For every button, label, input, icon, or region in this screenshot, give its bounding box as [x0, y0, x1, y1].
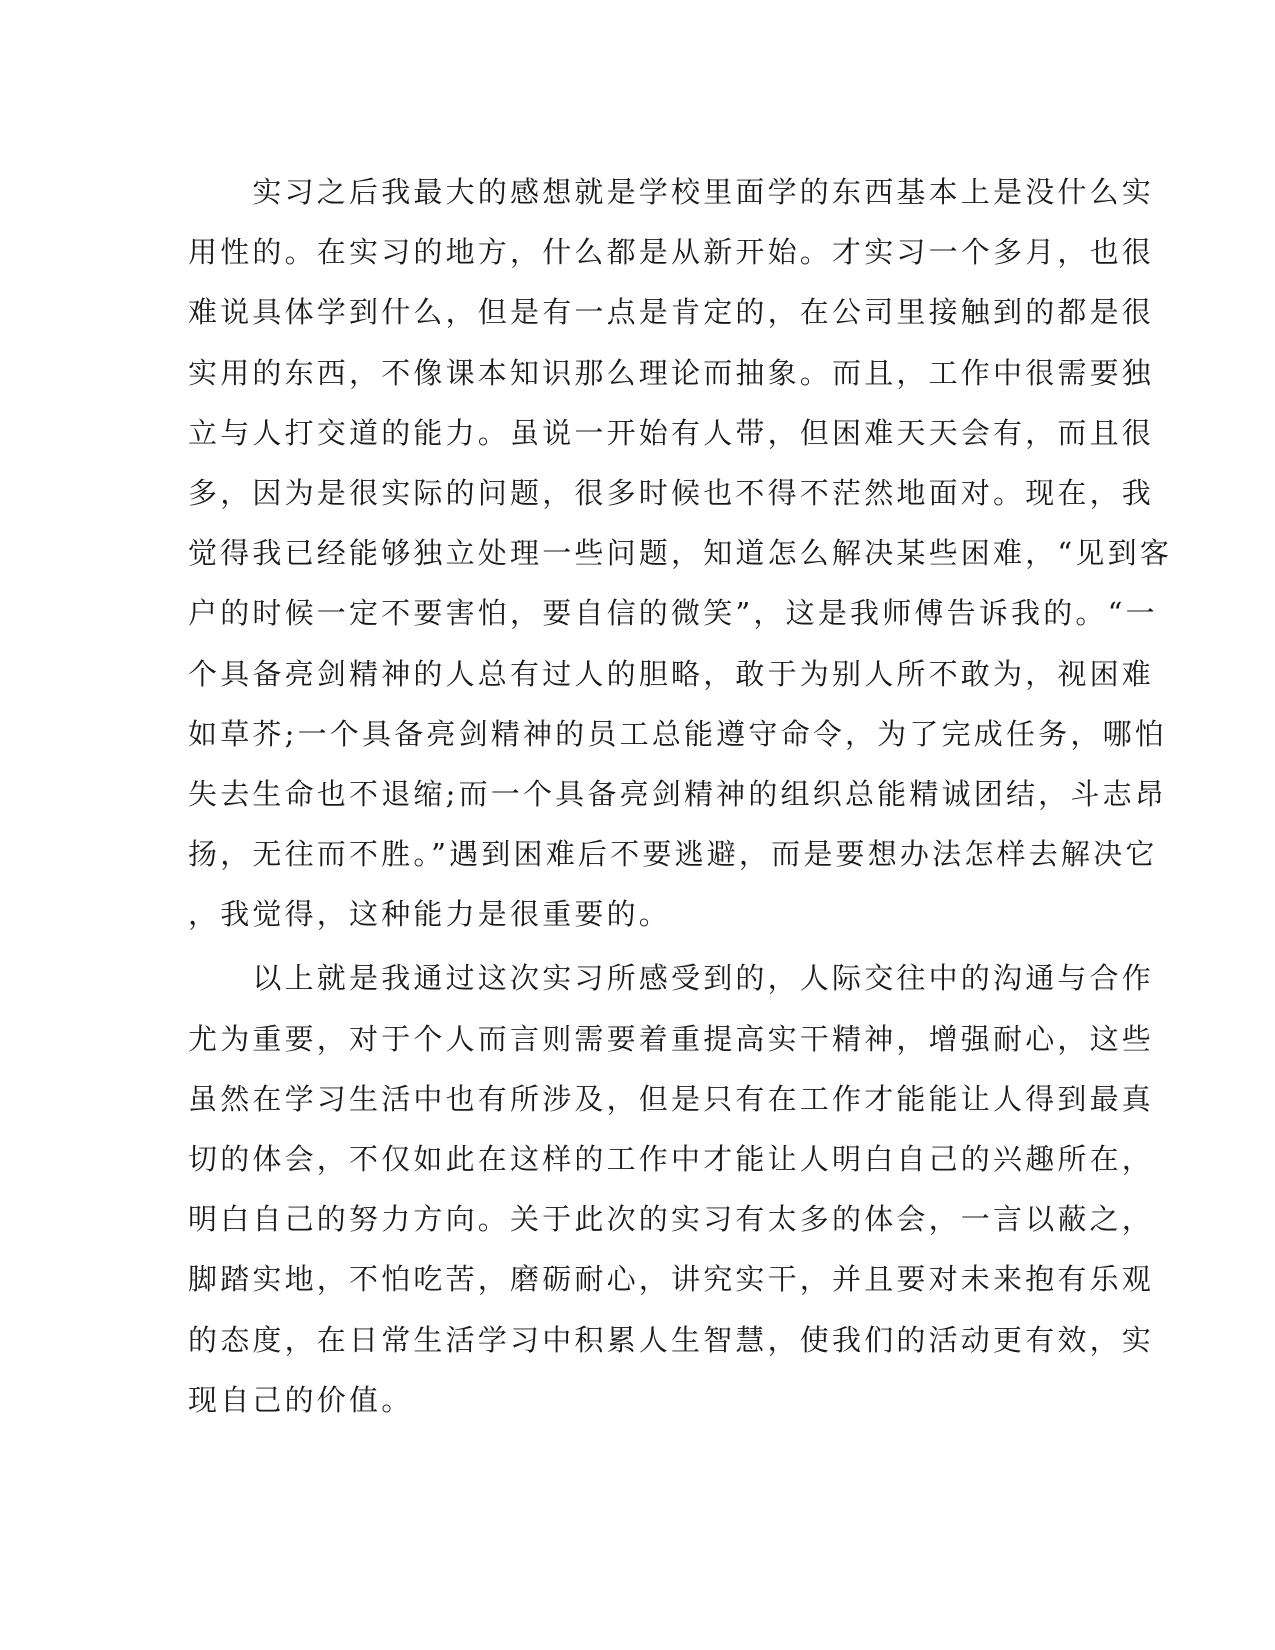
text-line: 明白自己的努力方向。关于此次的实习有太多的体会，一言以蔽之，	[188, 1202, 1155, 1237]
text-line: 实习之后我最大的感想就是学校里面学的东西基本上是没什么实	[188, 175, 1155, 209]
text-line: 以上就是我通过这次实习所感受到的，人际交往中的沟通与合作	[188, 961, 1155, 996]
text-line: 如草芥;一个具备亮剑精神的员工总能遵守命令，为了完成任务，哪怕	[188, 716, 1167, 751]
text-line: 脚踏实地，不怕吃苦，磨砺耐心，讲究实干，并且要对未来抱有乐观	[188, 1262, 1155, 1297]
text-line: 现自己的价值。	[188, 1382, 414, 1417]
text-line: 扬，无往而不胜。”遇到困难后不要逃避，而是要想办法怎样去解决它	[188, 837, 1158, 872]
text-line: 觉得我已经能够独立处理一些问题，知道怎么解决某些困难，“见到客	[188, 536, 1173, 571]
paragraph-2	[188, 948, 1155, 1430]
document-body	[188, 162, 1173, 1430]
text-line: 实用的东西，不像课本知识那么理论而抽象。而且，工作中很需要独	[188, 355, 1155, 390]
text-line: 多，因为是很实际的问题，很多时候也不得不茫然地面对。现在，我	[188, 475, 1155, 510]
text-line: 虽然在学习生活中也有所涉及，但是只有在工作才能能让人得到最真	[188, 1081, 1155, 1116]
text-line: 立与人打交道的能力。虽说一开始有人带，但困难天天会有，而且很	[188, 415, 1155, 450]
text-line: 个具备亮剑精神的人总有过人的胆略，敢于为别人所不敢为，视困难	[188, 656, 1155, 691]
text-line: 失去生命也不退缩;而一个具备亮剑精神的组织总能精诚团结，斗志昂	[188, 776, 1167, 811]
text-line: 尤为重要，对于个人而言则需要着重提高实干精神，增强耐心，这些	[188, 1021, 1155, 1056]
text-line: ，我觉得，这种能力是很重要的。	[188, 897, 672, 932]
text-line: 户的时候一定不要害怕，要自信的微笑”，这是我师傅告诉我的。“一	[188, 596, 1158, 631]
text-line: 难说具体学到什么，但是有一点是肯定的，在公司里接触到的都是很	[188, 295, 1155, 330]
paragraph-1	[188, 162, 1173, 944]
text-line: 的态度，在日常生活学习中积累人生智慧，使我们的活动更有效，实	[188, 1322, 1155, 1357]
text-line: 用性的。在实习的地方，什么都是从新开始。才实习一个多月，也很	[188, 235, 1155, 270]
text-line: 切的体会，不仅如此在这样的工作中才能让人明白自己的兴趣所在，	[188, 1142, 1155, 1176]
